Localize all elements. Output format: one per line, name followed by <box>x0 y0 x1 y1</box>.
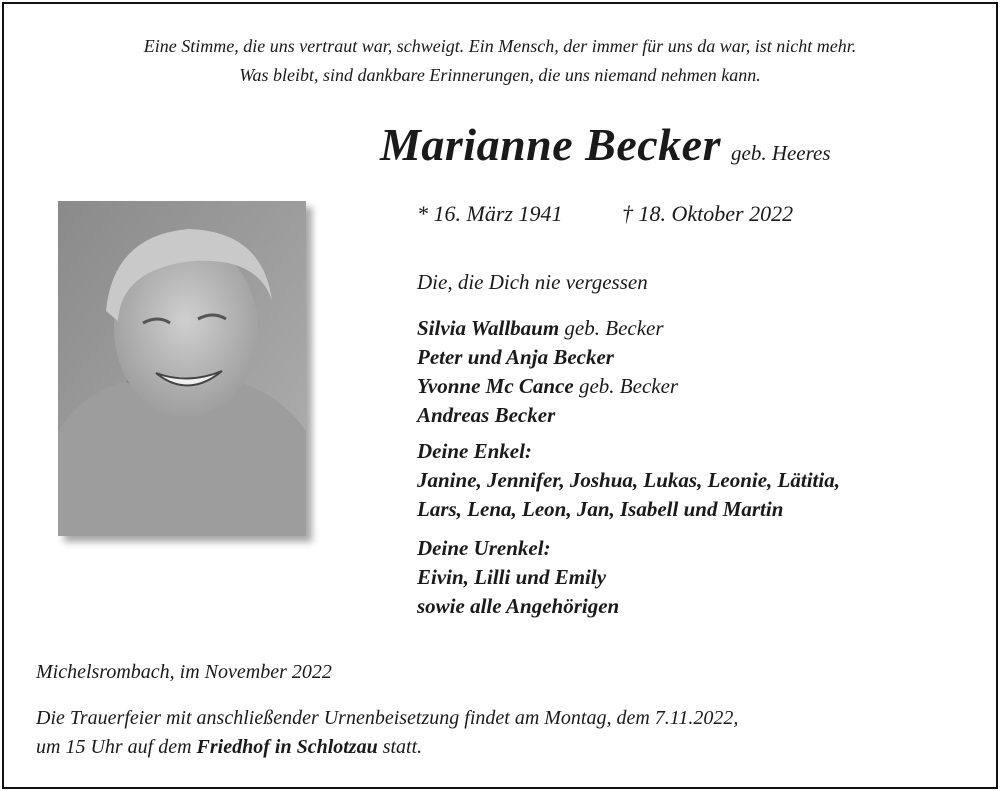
grandchildren-heading: Deine Enkel: <box>417 439 532 463</box>
great-grandchildren-line-1: Eivin, Lilli und Emily <box>417 565 607 589</box>
portrait-image <box>58 201 306 536</box>
grandchildren-line-1: Janine, Jennifer, Joshua, Lukas, Leonie, Lätitia, <box>417 468 840 492</box>
ceremony-info <box>36 704 738 762</box>
ceremony-location: Friedhof in Schlotzau <box>196 736 378 758</box>
maiden-name: geb. Heeres <box>731 141 831 165</box>
ceremony-text: um 15 Uhr auf dem <box>36 736 197 758</box>
motto <box>0 32 1000 90</box>
grandchildren-section <box>417 437 840 524</box>
list-item <box>417 401 678 430</box>
ceremony-line-2 <box>36 733 738 762</box>
mourner-name: Peter und Anja Becker <box>417 345 614 369</box>
portrait-photo <box>58 201 306 536</box>
motto-line-2: Was bleibt, sind dankbare Erinnerungen, die uns niemand nehmen kann. <box>239 65 761 85</box>
motto-line-1: Eine Stimme, die uns vertraut war, schweigt. Ein Mensch, der immer für uns da war, ist nicht mehr. <box>143 36 857 56</box>
other-relatives: sowie alle Angehörigen <box>417 594 620 618</box>
great-grandchildren-section <box>417 534 619 621</box>
deceased-name: Marianne Becker <box>380 119 721 170</box>
mourner-note: geb. Becker <box>559 316 664 340</box>
mourner-name: Andreas Becker <box>417 403 556 427</box>
list-item <box>417 343 678 372</box>
deceased-heading <box>380 118 831 171</box>
mourner-name: Yvonne Mc Cance <box>417 374 574 398</box>
children-list <box>417 314 678 430</box>
mourner-note: geb. Becker <box>573 374 679 398</box>
great-grandchildren-heading: Deine Urenkel: <box>417 536 551 560</box>
ceremony-line-1: Die Trauerfeier mit anschließender Urnenbeisetzung findet am Montag, dem 7.11.2022, <box>36 707 739 729</box>
birth-date: * 16. März 1941 <box>417 201 563 226</box>
ceremony-text-end: statt. <box>377 736 423 758</box>
place-date: Michelsrombach, im November 2022 <box>36 661 332 683</box>
list-item <box>417 314 678 343</box>
mourner-name: Silvia Wallbaum <box>417 316 560 340</box>
grandchildren-line-2: Lars, Lena, Leon, Jan, Isabell und Martin <box>417 497 784 521</box>
list-item <box>417 372 678 401</box>
death-date: † 18. Oktober 2022 <box>622 201 794 226</box>
mourners-intro: Die, die Dich nie vergessen <box>417 270 648 294</box>
